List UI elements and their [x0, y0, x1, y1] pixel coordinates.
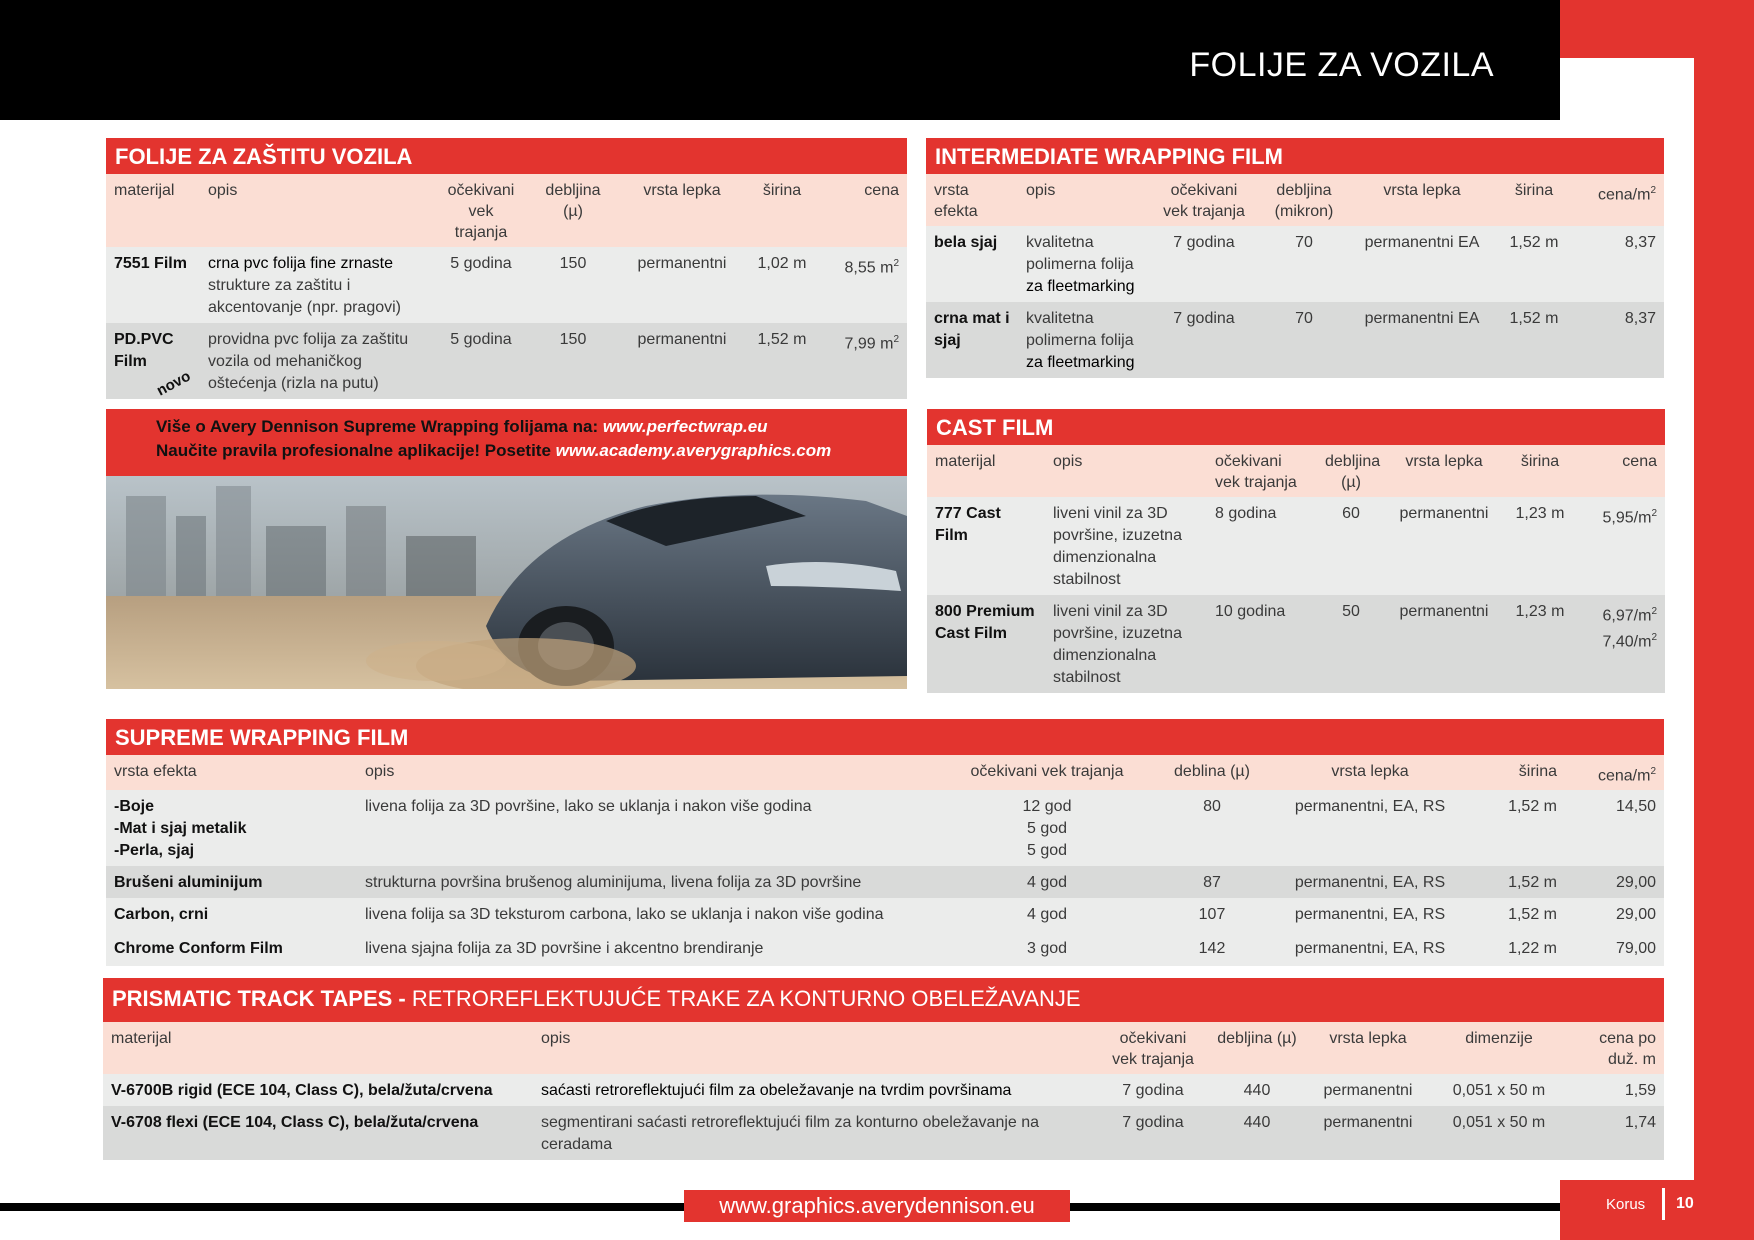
- description: liveni vinil za 3D površine, izuzetna dimenzionalna stabilnost: [1045, 497, 1207, 595]
- description-highlight: za fleetmarking: [1026, 278, 1135, 295]
- thickness: 150: [528, 247, 618, 323]
- prismatic-tape-table: [103, 978, 1664, 1160]
- description-highlight: za fleetmarking: [1026, 354, 1135, 371]
- price: [1577, 497, 1665, 595]
- dimensions: 0,051 x 50 m: [1430, 1106, 1568, 1160]
- col-header: materijal: [103, 1022, 533, 1074]
- footer-brand: Korus: [1606, 1196, 1646, 1213]
- thickness: 87: [1147, 866, 1277, 898]
- lifetime: 10 godina: [1207, 595, 1317, 693]
- material-name: V-6708 flexi (ECE 104, Class C), bela/žuta/crvena: [103, 1106, 533, 1160]
- thickness: 70: [1256, 302, 1352, 378]
- page-title: FOLIJE ZA VOZILA: [1189, 46, 1494, 84]
- table-row: [927, 497, 1665, 595]
- page-number-divider: [1662, 1188, 1665, 1220]
- thickness: 60: [1317, 497, 1385, 595]
- col-header: debljina (mikron): [1256, 174, 1352, 226]
- car-photo: [106, 476, 907, 689]
- promo-banner: [106, 409, 907, 476]
- promo-line-2-text: Naučite pravila profesionalne aplikacije! Posetite: [156, 441, 556, 460]
- effect-name: Carbon, crni: [106, 898, 357, 932]
- price-unit-sup: 2: [1651, 508, 1657, 519]
- col-header: širina: [1463, 755, 1565, 790]
- price: [818, 247, 907, 323]
- description: livena folija za 3D površine, lako se uklanja i nakon više godina: [357, 790, 947, 866]
- width: 1,22 m: [1463, 932, 1565, 966]
- prismatic-title-bold: PRISMATIC TRACK TAPES: [112, 986, 393, 1011]
- price-value: 8,55 m: [844, 259, 894, 277]
- new-badge: novo: [153, 367, 194, 400]
- description: saćasti retroreflektujući film za obeležavanje na tvrdim površinama: [533, 1074, 1098, 1106]
- price: 8,37: [1576, 302, 1664, 378]
- table-row: [926, 226, 1664, 302]
- thickness: 150: [528, 323, 618, 399]
- material-name: V-6700B rigid (ECE 104, Class C), bela/žuta/crvena: [103, 1074, 533, 1106]
- price-value: 7,99 m: [844, 335, 894, 353]
- footer-url-link[interactable]: www.graphics.averydennison.eu: [684, 1190, 1070, 1222]
- width: 1,52 m: [1463, 790, 1565, 866]
- perfectwrap-link[interactable]: www.perfectwrap.eu: [602, 417, 768, 436]
- description: liveni vinil za 3D površine, izuzetna dimenzionalna stabilnost: [1045, 595, 1207, 693]
- col-header: vrsta efekta: [926, 174, 1018, 226]
- adhesive: permanentni: [1385, 497, 1503, 595]
- col-header: opis: [1045, 445, 1207, 497]
- price-unit-sup: 2: [893, 334, 899, 345]
- lifetime: 7 godina: [1152, 302, 1256, 378]
- effect-name: Chrome Conform Film: [106, 932, 357, 966]
- supreme-film-table: [106, 719, 1664, 966]
- table-row: [106, 790, 1664, 866]
- lifetime: 5 godina: [434, 247, 528, 323]
- prismatic-title-sep: -: [392, 986, 412, 1011]
- description-text: kvalitetna polimerna folija: [1026, 310, 1134, 349]
- description: strukturna površina brušenog aluminijuma, livena folija za 3D površine: [357, 866, 947, 898]
- table-header-row: [927, 445, 1665, 497]
- table-header-row: [106, 755, 1664, 790]
- car-photo-graphic: [106, 476, 907, 689]
- protection-film-table: [106, 138, 907, 399]
- col-header: materijal: [927, 445, 1045, 497]
- protection-film-title: FOLIJE ZA ZAŠTITU VOZILA: [106, 138, 907, 174]
- table-header-row: [103, 1022, 1664, 1074]
- adhesive: permanentni: [1306, 1106, 1430, 1160]
- lifetime: 3 god: [947, 932, 1147, 966]
- adhesive: permanentni: [1385, 595, 1503, 693]
- width: 1,52 m: [1492, 226, 1576, 302]
- effect-name: Brušeni aluminijum: [106, 866, 357, 898]
- dimensions: 0,051 x 50 m: [1430, 1074, 1568, 1106]
- intermediate-film-title: INTERMEDIATE WRAPPING FILM: [926, 138, 1664, 174]
- table-row: [103, 1106, 1664, 1160]
- width: 1,23 m: [1503, 595, 1577, 693]
- material-name: 800 Premium Cast Film: [927, 595, 1045, 693]
- material-name-text: PD.PVC Film: [114, 331, 174, 370]
- col-header: vrsta lepka: [1306, 1022, 1430, 1074]
- lifetime: 7 godina: [1152, 226, 1256, 302]
- description: livena folija sa 3D teksturom carbona, lako se uklanja i nakon više godina: [357, 898, 947, 932]
- table-row: [106, 247, 907, 323]
- cast-film-title: CAST FILM: [927, 409, 1665, 445]
- col-header-text: cena/m: [1597, 767, 1651, 785]
- col-header: opis: [533, 1022, 1098, 1074]
- page-number: 10: [1676, 1195, 1694, 1212]
- lifetime: 4 god: [947, 898, 1147, 932]
- width: 1,52 m: [1492, 302, 1576, 378]
- price-unit-sup: 2: [1651, 606, 1657, 617]
- prismatic-title: [103, 978, 1664, 1022]
- price: 1,59: [1568, 1074, 1664, 1106]
- price: 79,00: [1565, 932, 1664, 966]
- col-header-sup: 2: [1650, 185, 1656, 196]
- col-header: vrsta lepka: [1277, 755, 1463, 790]
- lifetime: 8 godina: [1207, 497, 1317, 595]
- right-edge-accent: [1694, 0, 1754, 1240]
- description: [200, 247, 434, 323]
- thickness: 50: [1317, 595, 1385, 693]
- col-header: [1576, 174, 1664, 226]
- adhesive: permanentni EA: [1352, 226, 1492, 302]
- price: [1577, 595, 1665, 693]
- lifetime: 7 godina: [1098, 1106, 1208, 1160]
- prismatic-title-thin: RETROREFLEKTUJUĆE TRAKE ZA KONTURNO OBELEŽAVANJE: [411, 986, 1081, 1011]
- table-row: [926, 302, 1664, 378]
- adhesive: permanentni, EA, RS: [1277, 932, 1463, 966]
- col-header: opis: [357, 755, 947, 790]
- col-header: debljina (µ): [1208, 1022, 1306, 1074]
- lifetime: 5 godina: [434, 323, 528, 399]
- description: livena sjajna folija za 3D površine i akcentno brendiranje: [357, 932, 947, 966]
- col-header: očekivani vek trajanja: [434, 174, 528, 247]
- description-text: kvalitetna polimerna folija: [1026, 234, 1134, 273]
- col-header-sup: 2: [1650, 766, 1656, 777]
- cast-film-table: [927, 409, 1665, 693]
- promo-line-1-text: Više o Avery Dennison Supreme Wrapping folijama na:: [156, 417, 603, 436]
- price-unit-sup: 2: [1651, 632, 1657, 644]
- thickness: 107: [1147, 898, 1277, 932]
- col-header: širina: [1503, 445, 1577, 497]
- table-header-row: [926, 174, 1664, 226]
- description: [1018, 226, 1152, 302]
- col-header: materijal: [106, 174, 200, 247]
- promo-line-2: [156, 441, 831, 461]
- table-header-row: [106, 174, 907, 247]
- table-row: [106, 898, 1664, 932]
- col-header: vrsta efekta: [106, 755, 357, 790]
- lifetime: 4 god: [947, 866, 1147, 898]
- width: 1,52 m: [746, 323, 818, 399]
- price: [818, 323, 907, 399]
- col-header: širina: [1492, 174, 1576, 226]
- adhesive: permanentni, EA, RS: [1277, 898, 1463, 932]
- intermediate-film-table: [926, 138, 1664, 378]
- table-row: [106, 866, 1664, 898]
- col-header: debljina (µ): [1317, 445, 1385, 497]
- col-header: vrsta lepka: [1385, 445, 1503, 497]
- col-header: dimenzije: [1430, 1022, 1568, 1074]
- lifetime: 12 god 5 god 5 god: [947, 790, 1147, 866]
- description-highlight: crna pvc folija fine zrnaste: [208, 255, 393, 272]
- supreme-film-title: SUPREME WRAPPING FILM: [106, 719, 1664, 755]
- col-header-text: cena/m: [1597, 186, 1651, 204]
- adhesive: permanentni: [618, 323, 746, 399]
- description: providna pvc folija za zaštitu vozila od mehaničkog oštećenja (rizla na putu): [200, 323, 434, 399]
- adhesive: permanentni, EA, RS: [1277, 790, 1463, 866]
- table-row: [103, 1074, 1664, 1106]
- col-header: očekivani vek trajanja: [947, 755, 1147, 790]
- price-unit-sup: 2: [893, 258, 899, 269]
- width: 1,02 m: [746, 247, 818, 323]
- col-header: debljina (µ): [528, 174, 618, 247]
- academy-link[interactable]: www.academy.averygraphics.com: [555, 441, 832, 460]
- adhesive: permanentni: [618, 247, 746, 323]
- description-rest: strukture za zaštitu i akcentovanje (npr. pragovi): [208, 277, 401, 316]
- col-header: cena: [818, 174, 907, 247]
- price-value-alt: 7,40/m: [1602, 633, 1652, 651]
- material-name: 7551 Film: [106, 247, 200, 323]
- table-row: [106, 323, 907, 399]
- width: 1,23 m: [1503, 497, 1577, 595]
- price: 1,74: [1568, 1106, 1664, 1160]
- price: 8,37: [1576, 226, 1664, 302]
- adhesive: permanentni EA: [1352, 302, 1492, 378]
- width: 1,52 m: [1463, 866, 1565, 898]
- col-header: cena: [1577, 445, 1665, 497]
- col-header: vrsta lepka: [618, 174, 746, 247]
- thickness: 70: [1256, 226, 1352, 302]
- adhesive: permanentni, EA, RS: [1277, 866, 1463, 898]
- col-header: očekivani vek trajanja: [1098, 1022, 1208, 1074]
- price: 14,50: [1565, 790, 1664, 866]
- effect-name: crna mat i sjaj: [926, 302, 1018, 378]
- table-row: [106, 932, 1664, 966]
- col-header: opis: [200, 174, 434, 247]
- price: 29,00: [1565, 866, 1664, 898]
- price-value: 6,97/m: [1602, 607, 1652, 625]
- thickness: 440: [1208, 1106, 1306, 1160]
- promo-line-1: [156, 417, 768, 437]
- col-header: cena po duž. m: [1568, 1022, 1664, 1074]
- effect-name: bela sjaj: [926, 226, 1018, 302]
- description: segmentirani saćasti retroreflektujući film za konturno obeležavanje na ceradama: [533, 1106, 1098, 1160]
- col-header: vrsta lepka: [1352, 174, 1492, 226]
- thickness: 142: [1147, 932, 1277, 966]
- col-header: očekivani vek trajanja: [1207, 445, 1317, 497]
- col-header: očekivani vek trajanja: [1152, 174, 1256, 226]
- effect-name: -Boje -Mat i sjaj metalik -Perla, sjaj: [106, 790, 357, 866]
- material-name: [106, 323, 200, 399]
- price-value: 5,95/m: [1602, 509, 1652, 527]
- col-header: [1565, 755, 1664, 790]
- thickness: 440: [1208, 1074, 1306, 1106]
- material-name: 777 Cast Film: [927, 497, 1045, 595]
- col-header: opis: [1018, 174, 1152, 226]
- col-header: širina: [746, 174, 818, 247]
- lifetime: 7 godina: [1098, 1074, 1208, 1106]
- width: 1,52 m: [1463, 898, 1565, 932]
- description: [1018, 302, 1152, 378]
- thickness: 80: [1147, 790, 1277, 866]
- adhesive: permanentni: [1306, 1074, 1430, 1106]
- price: 29,00: [1565, 898, 1664, 932]
- col-header: deblina (µ): [1147, 755, 1277, 790]
- table-row: [927, 595, 1665, 693]
